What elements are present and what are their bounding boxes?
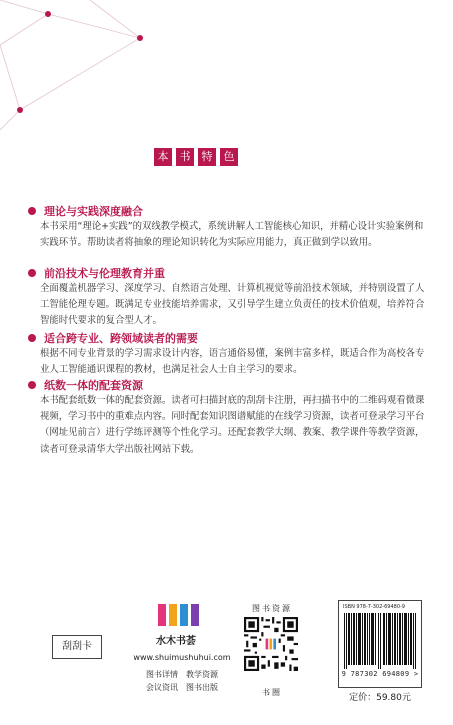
feature-section-frontier-ethics xyxy=(40,265,430,330)
features-header-char: 特 xyxy=(198,148,216,166)
resources-label: 图书资源 xyxy=(252,604,292,613)
publisher-links xyxy=(132,668,232,694)
features-header-char: 色 xyxy=(220,148,238,166)
barcode-icon xyxy=(343,613,417,669)
price-label: 定价：59.80元 xyxy=(349,693,411,703)
section-title: 前沿技术与伦理教育并重 xyxy=(44,267,165,280)
decorative-network-lines xyxy=(0,0,453,140)
publisher-link: 会议资讯 xyxy=(146,683,178,692)
decorative-dot xyxy=(45,11,51,17)
section-body: 本书配套纸数一体的配套资源。读者可扫描封底的刮刮卡注册，再扫描书中的二维码观看微课视频，学习书中的重难点内容。同时配套知识图谱赋能的在线学习资源，读者可登录学习平台（网址见前言）进行学练评测等个性化学习。还配套教学大纲、教案、教学课件等教学资源，读者可登录清华大学出版社网站下载。 xyxy=(40,395,425,455)
section-title: 适合跨专业、跨领域读者的需要 xyxy=(44,332,198,345)
features-header-char: 本 xyxy=(154,148,172,166)
feature-section-resources xyxy=(40,377,430,458)
isbn-digits: 9 787302 694809 > xyxy=(341,670,419,678)
section-title: 理论与实践深度融合 xyxy=(44,205,143,218)
isbn-barcode-box xyxy=(338,600,422,688)
isbn-text: ISBN 978-7-302-69480-9 xyxy=(343,604,405,610)
bullet-icon xyxy=(28,207,36,215)
publisher-logo-name: 水木书荟 xyxy=(156,636,196,647)
section-body: 全面覆盖机器学习、深度学习、自然语言处理、计算机视觉等前沿技术领域，并特别设置了人工智能伦理专题。既满足专业技能培养需求，又引导学生建立负责任的技术价值观，培养符合智能时代要求的复合型人才。 xyxy=(40,283,425,327)
publisher-link: 教学资源 xyxy=(186,670,218,679)
section-body: 根据不同专业背景的学习需求设计内容，语言通俗易懂，案例丰富多样，既适合作为高校各专业人工智能通识课程的教材，也满足社会人士自主学习的要求。 xyxy=(40,348,425,376)
feature-section-cross-discipline xyxy=(40,330,430,378)
decorative-dot xyxy=(137,35,143,41)
publisher-link: 图书详情 xyxy=(146,670,178,679)
section-body: 本书采用“理论+实践”的双线教学模式，系统讲解人工智能核心知识，并精心设计实验案例和实践环节。帮助读者将抽象的理论知识转化为实际应用能力，真正做到学以致用。 xyxy=(40,221,424,249)
features-header-char: 书 xyxy=(176,148,194,166)
decorative-dot xyxy=(17,107,23,113)
qr-code-icon xyxy=(244,617,298,671)
publisher-link: 图书出版 xyxy=(186,683,218,692)
feature-section-theory-practice xyxy=(40,203,430,251)
book-features-header xyxy=(154,148,238,166)
scratch-card-label: 刮刮卡 xyxy=(52,635,102,659)
publisher-url: www.shuimushuhui.com xyxy=(133,653,231,662)
bullet-icon xyxy=(28,269,36,277)
publisher-logo-icon xyxy=(158,604,199,626)
bullet-icon xyxy=(28,334,36,342)
bullet-icon xyxy=(28,381,36,389)
section-title: 纸数一体的配套资源 xyxy=(44,379,143,392)
qr-caption: 书圈 xyxy=(262,688,282,697)
